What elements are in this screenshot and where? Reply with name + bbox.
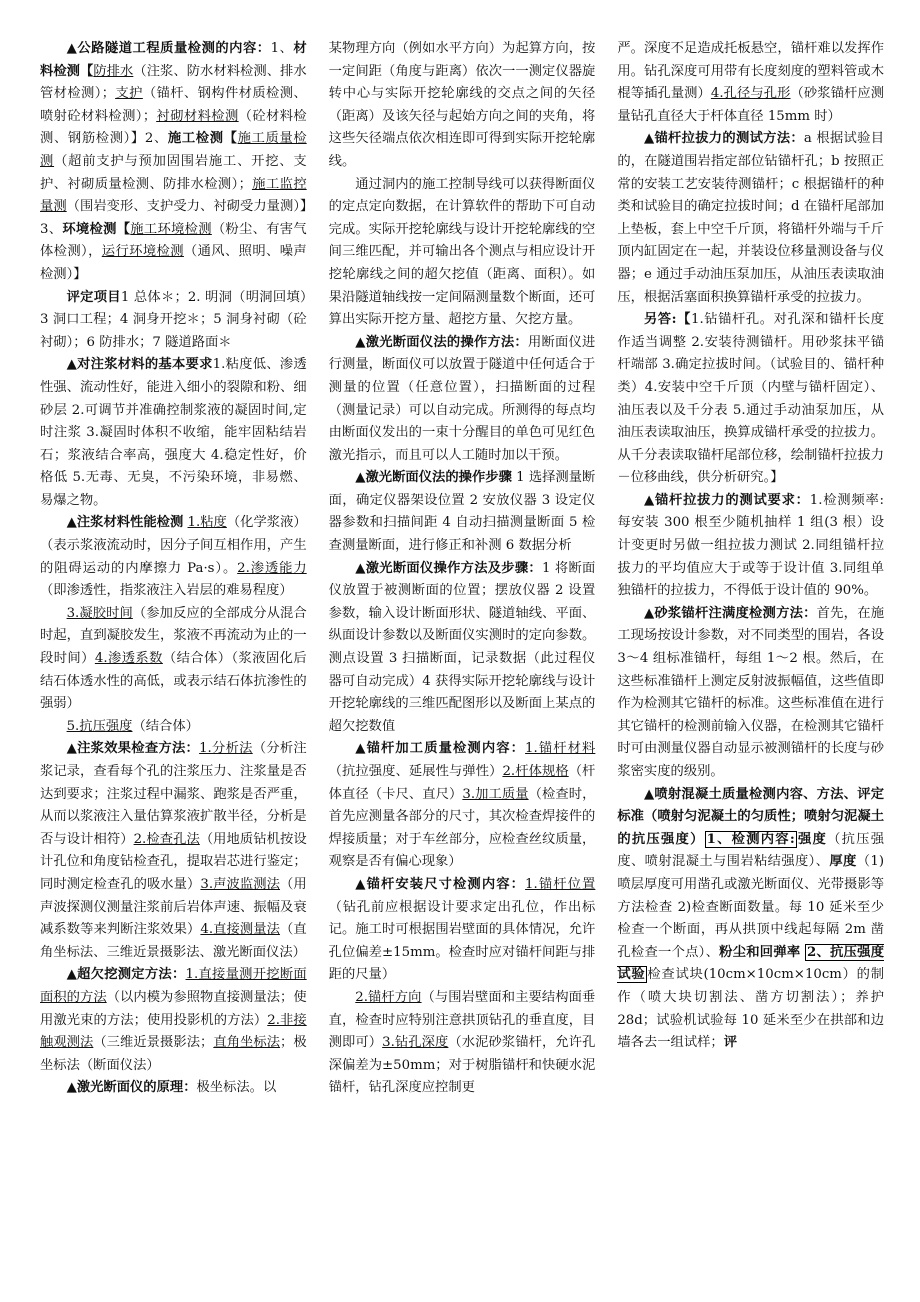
- underlined-term: 防排水: [93, 63, 134, 79]
- column-1: [40, 38, 307, 1282]
- text: （检查时，首先应测量各部分的尺寸，其次检查焊接件的焊接质量；对于车丝部分，应检查丝纹质量，观察是否有偏心现象）: [328, 786, 596, 870]
- paragraph-bolt-depth-cont: [617, 38, 884, 128]
- heading-bolt-installation: ▲锚杆安装尺寸检测内容：: [355, 876, 526, 892]
- underlined-term: 施工监控量测: [40, 176, 307, 215]
- underlined-term: 2.杆体规格: [502, 764, 569, 779]
- heading-laser-method-and-steps: ▲激光断面仪操作方法及步骤：: [355, 560, 542, 576]
- bold-text: 施工检测【: [167, 131, 238, 147]
- text: （杆体直径（卡尺、直尺）: [328, 764, 596, 802]
- underlined-term: 3.钻孔深度: [382, 1035, 449, 1051]
- text: （与围岩壁面和主要结构面垂直，检查时应特别注意拱顶钻孔的垂直度，目测即可）: [328, 989, 596, 1051]
- text: 1.粘度低、渗透性强、流动性好，能进入细小的裂隙和粉、细砂层 2.可调节并准确控制浆液的凝固时间,定时注浆 3.凝固时体积不收缩，能牢固粘结岩石；浆液结合率高，强度大 4.稳定性好，价格低 5.无毒、无臭，不污染环境，非易燃、易爆之物。: [40, 357, 307, 508]
- underlined-term: 2.渗透能力: [237, 560, 307, 576]
- heading-grout-performance: ▲注浆材料性能检测: [66, 515, 184, 531]
- text: （砼材料检测、钢筋检测）】2、: [40, 108, 307, 147]
- text: （砂浆锚杆应测量钻孔直径大于杆体直径 15mm 时）: [617, 86, 885, 124]
- paragraph-laser-method-and-steps: [329, 558, 596, 739]
- text: （以内模为参照物直接测量法；使用激光束的方法；使用投影机的方法）: [40, 989, 307, 1028]
- text: 通过洞内的施工控制导线可以获得断面仪的定点定向数据，在计算软件的帮助下可自动完成。实际开挖轮廓线与设计开挖轮廓线的空间三维匹配，并可输出各个测点与相应设计开挖轮廓线之间的超欠挖值（距离、面积）。如果沿隧道轴线按一定间隔测量数个断面，还可算出实际开挖方量、超挖方量、欠挖方量。: [328, 176, 596, 328]
- paragraph-grout-effect-check: [40, 738, 307, 964]
- paragraph-grout-performance: [40, 512, 307, 602]
- underlined-term: 施工环境检测: [130, 221, 212, 237]
- text: a 根据试验目的，在隧道围岩指定部位钻锚杆孔；b 按照正常的安装工艺安装待测锚杆；c 根据锚杆的种类和试验目的确定拉拔时间；d 在锚杆尾部加上垫板，套上中空千斤顶，将锚杆外端与千斤顶内缸固定在一起，并装设位移量测设备与仪器；e 通过手动油压泵加压，从油压表读取油压，根据活塞面积换算锚杆承受的拉拔力。: [617, 131, 885, 305]
- heading-shotcrete-quality: ▲喷射混凝土质量检测内容、方法、评定标准（喷射匀泥凝土的匀质性；喷射匀泥凝土的抗压强度）: [617, 786, 885, 847]
- text: 1.检测频率: 每安装 300 根至少随机抽样 1 组(3 根）设计变更时另做一组拉拔力测试 2.同组锚杆拉拔力的平均值应大于或等于设计值 3.同组单独锚杆的拉拔力，不得低于设计值的 90%。: [617, 492, 885, 599]
- underlined-term: 4.渗透系数: [94, 651, 163, 667]
- text: 1.钻锚杆孔。对孔深和锚杆长度作适当调整 2.安装待测锚杆。用砂浆抹平锚杆端部 3.确定拉拔时间。（试验目的、锚杆种类）4.安装中空千斤顶（内壁与锚杆固定）、油压表以及千分表 5.通过手动油泵加压，从油压表读取油压，换算成锚杆承受的拉拔力。从千分表读取锚杆尾部位移，绘制锚杆拉拔力－位移曲线，供分析研究。】: [617, 312, 885, 486]
- text: （粉尘、有害气体检测），: [40, 221, 307, 260]
- paragraph-compressive-strength: [40, 716, 307, 739]
- paragraph-pullout-method: [617, 128, 884, 309]
- text: 1、: [270, 41, 294, 56]
- heading-laser-principle: ▲激光断面仪的原理：: [66, 1080, 197, 1096]
- text: 用断面仪进行测量，断面仪可以放置于隧道中任何适合于测量的位置（任意位置），扫描断面的过程（测量记录）可以自动完成。所测得的每点均由断面仪发出的一束十分醒目的单色可见红色激光指示，而且可以人工随时加以干预。: [328, 334, 596, 463]
- text: （直角坐标法、三维近景摄影法、激光断面仪法）: [40, 922, 307, 960]
- heading-pullout-requirements: ▲锚杆拉拔力的测试要求：: [643, 492, 810, 508]
- underlined-term: 5.抗压强度: [66, 718, 133, 734]
- underlined-term: 3.声波监测法: [200, 876, 281, 892]
- paragraph-bolt-direction: [329, 987, 596, 1100]
- bold-text: 评定项目: [66, 289, 121, 305]
- boxed-label: 1、检测内容:: [706, 831, 795, 847]
- underlined-term: 2.锚杆方向: [355, 989, 422, 1005]
- paragraph-laser-principle: [40, 1077, 307, 1100]
- underlined-term: 4.孔径与孔形: [710, 86, 791, 102]
- underlined-term: 1.锚杆位置: [525, 876, 596, 892]
- text: 某物理方向（例如水平方向）为起算方向，按一定间距（角度与距离）依次一一测定仪器旋转中心与实际开挖轮廓线的交点之间的矢径（距离）及该矢径与起始方向之间的夹角，将这些矢径端点依次相连即可得到实际开挖轮廓线。: [328, 41, 596, 169]
- text: （抗压强度、喷射混凝土与围岩粘结强度）、: [617, 831, 885, 870]
- column-2: [329, 38, 596, 1282]
- heading-overbreak-methods: ▲超欠挖测定方法：: [66, 967, 186, 983]
- text: （用声波探测仪测量注浆前后岩体声速、振幅及衰减系数等来判断注浆效果）: [40, 876, 307, 938]
- bold-text: 评: [723, 1035, 738, 1051]
- text: 1 总体＊；2. 明洞（明洞回填）3 洞口工程；4 洞身开挖＊；5 洞身衬砌（砼衬砌）；6 防排水；7 隧道路面＊: [40, 289, 307, 350]
- text: 严。深度不足造成托板悬空，锚杆难以发挥作用。钻孔深度可用带有长度刻度的塑料管或木棍等插孔量测）: [617, 41, 885, 102]
- paragraph-inspection-contents: [40, 38, 307, 287]
- heading-grout-requirements: ▲对注浆材料的基本要求: [66, 357, 213, 373]
- text: （围岩变形、支护受力、衬砌受力量测）】3、: [40, 199, 307, 237]
- bold-text: 环境检测【: [62, 221, 131, 237]
- text: ；极坐标法（断面仪法）: [40, 1035, 307, 1073]
- paragraph-bolt-installation: [329, 874, 596, 987]
- underlined-term: 1.分析法: [199, 741, 253, 757]
- column-3: [617, 38, 884, 1282]
- text: （即渗透性，指浆液注入岩层的难易程度）: [40, 583, 293, 599]
- text: （注浆、防水材料检测、排水管材检测）；: [40, 63, 307, 102]
- bold-text: 粉尘和回弹率: [719, 944, 801, 960]
- heading-inspection-contents: ▲公路隧道工程质量检测的内容：: [66, 41, 271, 56]
- bold-text: 强度: [796, 831, 828, 847]
- paragraph-laser-operation-method: [329, 332, 596, 468]
- text: （结合体）: [132, 718, 199, 734]
- text: （通风、照明、噪声检测）】: [40, 244, 307, 282]
- paragraph-laser-principle-cont: [329, 38, 596, 174]
- underlined-term: 2.非接触观测法: [40, 1012, 307, 1051]
- text: 1 将断面仪放置于被测断面的位置；摆放仪器 2 设置参数，输入设计断面形状、隧道轴线、平面、纵面设计参数以及断面仪实测时的定向参数。测点设置 3 扫描断面，记录数据（此过程仪器可自动完成）4 获得实际开挖轮廓线与设计开挖轮廓线的三维匹配图形以及断面上某点的超欠挖数值: [328, 560, 596, 734]
- underlined-term: 支护: [115, 86, 143, 102]
- underlined-term: 3.加工质量: [462, 786, 529, 802]
- text: （用地质钻机按设计孔位和角度钻检查孔，提取岩芯进行鉴定；同时测定检查孔的吸水量）: [40, 831, 307, 892]
- paragraph-laser-operation-steps: [329, 467, 596, 557]
- paragraph-grout-fullness: [617, 603, 884, 784]
- text: （超前支护与预加固围岩施工、开挖、支护、衬砌质量检测、防排水检测）；: [40, 153, 307, 192]
- underlined-term: 1.直接量测开挖断面面积的方法: [40, 967, 307, 1005]
- heading-grout-fullness: ▲砂浆锚杆注满度检测方法：: [643, 605, 817, 621]
- text: （化学浆液）（表示浆液流动时，因分子间互相作用，产生的阻碍运动的内摩擦力 Pa·s）。: [40, 515, 307, 576]
- text: 检查试块(10cm×10cm×10cm）的制作（喷大块切割法、凿方切割法）；养护 28d；试验机试验每 10 延米至少在拱部和边墙各去一组试样；: [617, 967, 885, 1051]
- text: （1)喷层厚度可用凿孔或激光断面仪、光带摄影等方法检查 2)检查断面数量。每 10 延米至少检查一个断面，再从拱顶中线起每隔 2m 凿孔检查一个点）、: [617, 854, 885, 960]
- text: 1 选择测量断面，确定仪器架设位置 2 安放仪器 3 设定仪器参数和扫描间距 4 自动扫描测量断面 5 检查测量断面，进行修正和补测 6 数据分析: [328, 470, 596, 554]
- paragraph-evaluation-items: [40, 287, 307, 355]
- heading-alternate-answer: 另答:【: [643, 312, 692, 328]
- underlined-term: 运行环境检测: [101, 244, 184, 260]
- underlined-term: 4.直接测量法: [200, 922, 281, 938]
- underlined-term: 2.检查孔法: [133, 831, 200, 847]
- heading-grout-effect-check: ▲注浆效果检查方法：: [66, 741, 200, 757]
- text: （参加反应的全部成分从混合时起，直到凝胶发生，浆液不再流动为止的一段时间）: [40, 605, 307, 667]
- paragraph-pullout-requirements: [617, 490, 884, 603]
- heading-laser-operation-steps: ▲激光断面仪法的操作步骤: [355, 470, 512, 486]
- text: 首先，在施工现场按设计参数，对不同类型的围岩，各设 3～4 组标准锚杆，每组 1～2 根。然后，在这些标准锚杆上测定反射波振幅值，这些值即作为检测其它锚杆的标准。这些标准值在进行其它锚杆的检测前输入仪器，在检测其它锚杆时可由测量仪器自动显示被测锚杆的长度与砂浆密实度的级别。: [617, 605, 885, 779]
- underlined-term: 施工质量检测: [40, 131, 307, 169]
- text: （抗拉强度、延展性与弹性）: [328, 764, 503, 779]
- text: 极坐标法。以: [196, 1080, 277, 1096]
- paragraph-shotcrete-quality: [617, 784, 884, 1055]
- underlined-term: 1.锚杆材料: [525, 741, 596, 757]
- bold-text: 厚度: [829, 854, 857, 870]
- text: （分析注浆记录，查看每个孔的注浆压力、注浆量是否达到要求；注浆过程中漏浆、跑浆是否严重，从而以浆液注入量估算浆液扩散半径，分析是否与设计相符）: [40, 741, 307, 847]
- paragraph-bolt-processing: [329, 738, 596, 874]
- text: （三维近景摄影法；: [93, 1035, 214, 1051]
- paragraph-overbreak-methods: [40, 964, 307, 1077]
- text: （水泥砂浆锚杆，允许孔深偏差为±50mm；对于树脂锚杆和快硬水泥锚杆，钻孔深度应控制更: [328, 1035, 596, 1096]
- text: （锚杆、钢构件材质检测、喷射砼材料检测）；: [40, 86, 307, 124]
- underlined-term: 1.粘度: [187, 515, 227, 531]
- underlined-term: 直角坐标法: [213, 1035, 281, 1051]
- paragraph-gel-time: [40, 603, 307, 716]
- underlined-term: 3.凝胶时间: [66, 605, 133, 621]
- underlined-term: 衬砌材料检测: [156, 108, 239, 124]
- bold-text: 材料检测【: [40, 41, 307, 79]
- heading-bolt-processing: ▲锚杆加工质量检测内容：: [355, 741, 526, 757]
- boxed-label: 2、抗压强度试验: [617, 944, 885, 983]
- heading-laser-operation-method: ▲激光断面仪法的操作方法：: [355, 334, 528, 350]
- paragraph-control-traverse: [329, 174, 596, 332]
- paragraph-alternate-answer: [617, 309, 884, 490]
- paragraph-grout-requirements: [40, 354, 307, 512]
- text: （结合体）（浆液固化后结石体透水性的高低，或表示结石体抗渗性的强弱）: [40, 651, 307, 712]
- heading-pullout-method: ▲锚杆拉拔力的测试方法：: [643, 131, 804, 147]
- text: （钻孔前应根据设计要求定出孔位，作出标记。施工时可根据围岩壁面的具体情况，允许孔位偏差±15mm。检查时应对锚杆间距与排距的尺量）: [328, 899, 596, 983]
